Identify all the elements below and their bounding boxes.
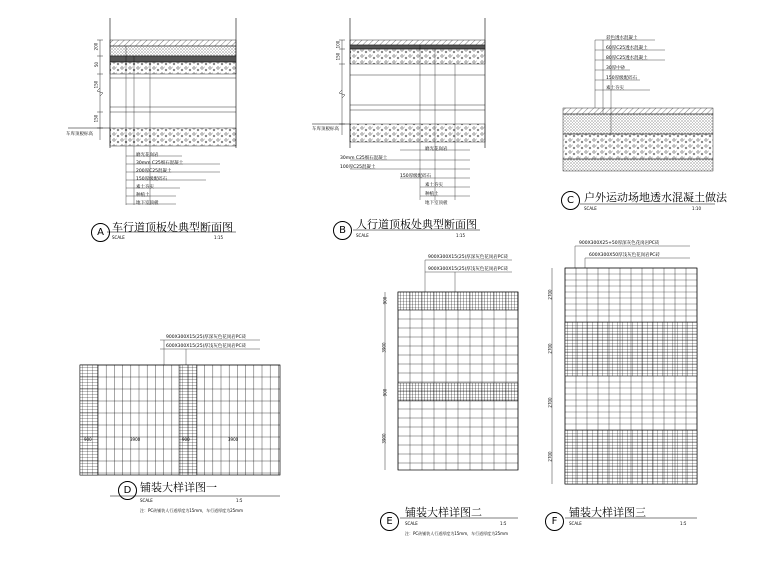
dim-d-0: 900	[84, 437, 92, 442]
detail-title-c: 户外运动场地透水混凝土做法	[584, 191, 727, 204]
dim-e-2: 900	[382, 388, 388, 397]
layer-c-1: 60厚C25透水混凝土	[606, 46, 648, 51]
detail-marker-d: D	[118, 481, 137, 500]
scale-value-c: 1:10	[692, 206, 701, 211]
detail-title-b: 人行道顶板处典型断面图	[356, 218, 477, 231]
detail-marker-b: B	[333, 221, 352, 240]
layer-a-6: 地下室顶板	[136, 201, 159, 206]
dim-a-2: 150	[93, 80, 99, 89]
callout-f-0: 900X300X25+50厚深灰色花岗岩PC砖	[579, 241, 660, 246]
layer-a-4: 素土夯实	[136, 185, 154, 190]
detail-title-e: 铺装大样详图二	[405, 506, 482, 519]
scale-value-e: 1:5	[500, 521, 507, 526]
detail-marker-f: F	[545, 512, 564, 531]
dim-b-0: 100	[335, 40, 341, 49]
layer-b-0: 磨光花岗岩	[425, 147, 448, 152]
ground-label-a: 车库顶板标高	[66, 132, 93, 137]
layer-c-0: 彩色透水混凝土	[606, 36, 638, 41]
dim-e-0: 900	[382, 296, 388, 305]
callout-d-0: 900X300X15(25)厚深灰色花岗岩PC砖	[166, 335, 247, 340]
layer-c-2: 80厚C25透水混凝土	[606, 56, 648, 61]
layer-a-1: 30mm C25细石混凝土	[136, 161, 184, 166]
dim-f-1: 2700	[547, 343, 553, 354]
layer-a-0: 磨光花岗岩	[136, 153, 159, 158]
scale-label-f: SCALE	[569, 521, 582, 526]
detail-title-a: 车行道顶板处典型断面图	[112, 221, 233, 234]
layer-b-3: 150厚级配碎石	[400, 174, 432, 179]
dim-d-2: 900	[182, 437, 190, 442]
dim-a-0: 200	[93, 42, 99, 51]
note-e: 注：PC砖铺装人行道厚度为15mm，车行道厚度为25mm	[405, 531, 508, 536]
layer-c-4: 150厚级配碎石	[606, 76, 638, 81]
scale-value-a: 1:15	[214, 235, 223, 240]
layer-b-1: 30mm C25细石混凝土	[340, 156, 388, 161]
scale-label-e: SCALE	[405, 521, 418, 526]
ground-label-b: 车库顶板标高	[312, 127, 339, 132]
dim-d-3: 3900	[228, 437, 239, 442]
detail-marker-c: C	[561, 191, 580, 210]
layer-b-6: 地下室顶板	[425, 201, 448, 206]
detail-marker-a: A	[91, 223, 110, 242]
scale-value-f: 1:5	[680, 521, 687, 526]
callout-e-1: 900X300X15(25)厚浅灰色花岗岩PC砖	[428, 267, 509, 272]
callout-e-0: 900X300X15(25)厚深灰色花岗岩PC砖	[428, 255, 509, 260]
detail-title-d: 铺装大样详图一	[140, 481, 217, 494]
dim-e-3: 3900	[381, 433, 387, 444]
dim-f-3: 2700	[547, 451, 553, 462]
dim-d-1: 3900	[130, 437, 141, 442]
scale-value-d: 1:5	[236, 498, 243, 503]
note-d: 注：PC砖铺装人行道厚度为15mm，车行道厚度为25mm	[140, 508, 243, 513]
layer-c-3: 30厚中砂	[606, 66, 626, 71]
paving-detail-e-drawing	[385, 292, 518, 470]
layer-b-5: 种植土	[425, 192, 439, 197]
layer-a-5: 种植土	[136, 193, 150, 198]
callout-d-1: 600X300X15(25)厚浅灰色花岗岩PC砖	[166, 344, 247, 349]
scale-label-c: SCALE	[584, 206, 597, 211]
dim-f-2: 2700	[547, 397, 553, 408]
dim-b-1: 150	[335, 52, 341, 61]
layer-c-5: 素土夯实	[606, 86, 624, 91]
detail-title-f: 铺装大样详图三	[569, 506, 646, 519]
detail-marker-e: E	[380, 512, 399, 531]
scale-label-b: SCALE	[356, 233, 369, 238]
layer-a-2: 200厚C25混凝土	[136, 169, 172, 174]
dim-a-1: 50	[94, 61, 100, 68]
layer-b-4: 素土夯实	[425, 183, 443, 188]
layer-b-2: 100厚C25混凝土	[340, 165, 376, 170]
dim-f-0: 2700	[547, 289, 553, 300]
scale-value-b: 1:15	[456, 233, 465, 238]
scale-label-a: SCALE	[112, 235, 125, 240]
callout-f-1: 600X300X50厚浅灰色花岗岩PC砖	[589, 253, 660, 258]
layer-a-3: 150厚级配碎石	[136, 177, 168, 182]
dim-a-3: 150	[93, 114, 99, 123]
dim-e-1: 3900	[381, 342, 387, 353]
scale-label-d: SCALE	[140, 498, 153, 503]
